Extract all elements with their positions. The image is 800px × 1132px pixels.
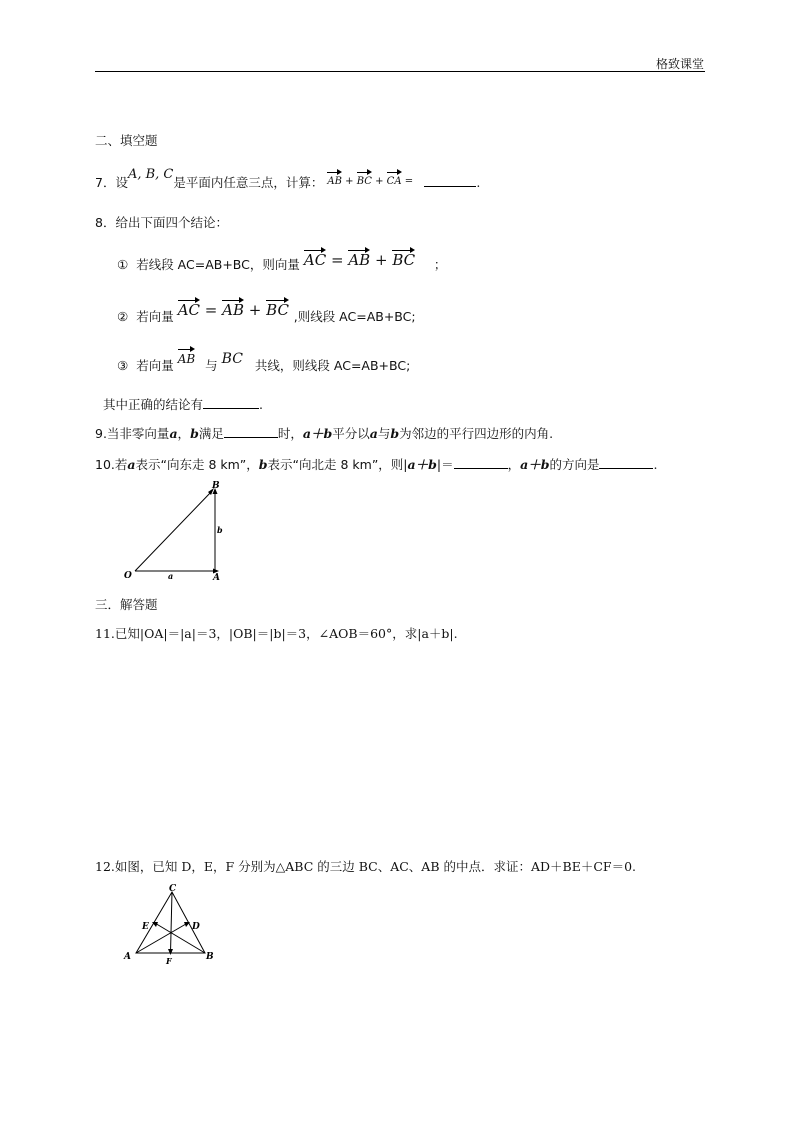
q7-points: A, B, C — [127, 167, 174, 182]
question-10 — [95, 456, 657, 473]
q8-s2-text: 若向量 — [136, 309, 174, 324]
q8-s1-equals: = — [330, 251, 344, 269]
q7-plus-1: + — [345, 176, 354, 188]
q8-s3-end: 共线，则线段 AC=AB+BC; — [254, 358, 411, 373]
q8-s2-number: ② — [117, 309, 129, 324]
q9-answer-blank[interactable] — [224, 425, 278, 438]
q10-label-vector-a: a — [168, 571, 174, 581]
q12-triangle-figure — [120, 882, 220, 966]
q10-label-o: O — [124, 571, 132, 581]
q10-vector-sum-line — [135, 491, 212, 571]
q8-statement-3 — [117, 351, 411, 374]
question-7 — [95, 167, 481, 193]
question-12: 12.如图，已知 D，E，F 分别为△ABC 的三边 BC、AC、AB 的中点．求证：AD＋BE＋CF＝0. — [95, 859, 636, 874]
q12-label-a: A — [124, 952, 131, 962]
q12-label-f: F — [166, 956, 172, 966]
q7-vector-bc: BC — [357, 171, 372, 190]
q8-s3-text: 若向量 — [136, 358, 174, 373]
q10-end: . — [653, 457, 658, 472]
q7-answer-blank[interactable] — [424, 174, 476, 187]
q9-vector-a-2: a — [369, 426, 378, 441]
q7-middle: 是平面内任意三点，计算： — [173, 175, 324, 191]
q9-vector-b-2: b — [390, 426, 400, 441]
q8-s1-vector-bc: BC — [392, 251, 416, 269]
q10-vector-figure — [118, 478, 228, 584]
q8-intro: 8．给出下面四个结论： — [95, 215, 228, 230]
q8-statement-1 — [117, 253, 446, 273]
header-rule — [95, 71, 705, 72]
q10-vector-sum-2: a＋b — [520, 457, 550, 472]
q10-part-5: ， — [507, 457, 521, 472]
q8-s2-end: ,则线段 AC=AB+BC; — [293, 309, 416, 324]
q10-vector-a: a — [127, 457, 136, 472]
q9-part-1: 9.当非零向量 — [95, 426, 170, 441]
q8-conclusion-text: 其中正确的结论有 — [103, 397, 204, 412]
q9-part-6: 与 — [377, 426, 391, 441]
q12-label-c: C — [169, 884, 177, 894]
q8-statement-2 — [117, 301, 416, 325]
q8-s2-vector-ab: AB — [222, 301, 245, 319]
q8-s2-equals: = — [204, 301, 218, 319]
q12-label-d: D — [192, 922, 200, 932]
q7-vector-ca: CA — [387, 171, 402, 190]
q8-s1-vector-ab: AB — [348, 251, 371, 269]
q8-s2-plus: + — [248, 301, 262, 319]
q7-end: . — [476, 175, 481, 191]
question-9 — [95, 425, 553, 442]
q7-prefix: 7．设 — [95, 175, 128, 191]
q9-part-7: 为邻边的平行四边形的内角. — [399, 426, 554, 441]
q8-s3-number: ③ — [117, 358, 129, 373]
q10-answer-blank-1[interactable] — [454, 456, 508, 469]
q10-part-2: 表示“向东走 8 km”， — [135, 457, 259, 472]
q9-vector-a: a — [169, 426, 178, 441]
q9-part-3: 满足 — [198, 426, 224, 441]
q8-s1-number: ① — [117, 257, 129, 272]
section-title-fill-in: 二、填空题 — [95, 133, 158, 148]
q10-vector-sum: a＋b — [407, 457, 437, 472]
q12-label-e: E — [142, 922, 149, 932]
question-11: 11.已知|OA|＝|a|＝3，|OB|＝|b|＝3，∠AOB＝60°，求|a＋b|. — [95, 626, 458, 641]
q8-s1-end: ； — [433, 257, 447, 272]
q7-equals: = — [404, 176, 414, 188]
q12-median-cf — [171, 892, 173, 953]
q7-vector-ab: AB — [327, 171, 342, 190]
q8-s1-plus: + — [374, 251, 388, 269]
q10-answer-blank-2[interactable] — [599, 456, 653, 469]
q9-vector-b: b — [190, 426, 199, 441]
q12-arrowhead-f — [168, 949, 173, 955]
q9-part-5: 平分以 — [332, 426, 370, 441]
q10-label-vector-b: b — [217, 525, 223, 535]
q9-part-4: 时， — [277, 426, 303, 441]
q8-s3-vector-ab: AB — [178, 348, 195, 367]
q8-s2-vector-ac: AC — [177, 301, 201, 319]
q8-s2-vector-bc: BC — [266, 301, 289, 319]
q8-s1-text: 若线段 AC=AB+BC，则向量 — [136, 257, 300, 272]
q12-label-b: B — [206, 952, 214, 962]
q8-s3-with: 与 — [205, 358, 218, 373]
q8-answer-blank[interactable] — [203, 396, 259, 409]
q10-label-a: A — [213, 573, 220, 583]
q10-part-1: 10.若 — [95, 457, 128, 472]
q8-conclusion — [103, 396, 263, 413]
q10-part-3: 表示“向北走 8 km”，则| — [267, 457, 408, 472]
q10-part-6: 的方向是 — [549, 457, 600, 472]
q10-part-4: |＝ — [436, 457, 454, 472]
q10-vector-b: b — [258, 457, 268, 472]
section-title-answers: 三．解答题 — [95, 597, 158, 612]
q9-part-2: ， — [177, 426, 191, 441]
q10-label-b: B — [212, 481, 220, 491]
header-title: 格致课堂 — [655, 57, 704, 71]
q9-vector-sum: a＋b — [302, 426, 333, 441]
q8-s3-vector-bc: BC — [221, 351, 243, 367]
q8-s1-vector-ac: AC — [303, 251, 327, 269]
q8-conclusion-end: . — [259, 397, 263, 412]
q7-plus-2: + — [375, 176, 384, 188]
